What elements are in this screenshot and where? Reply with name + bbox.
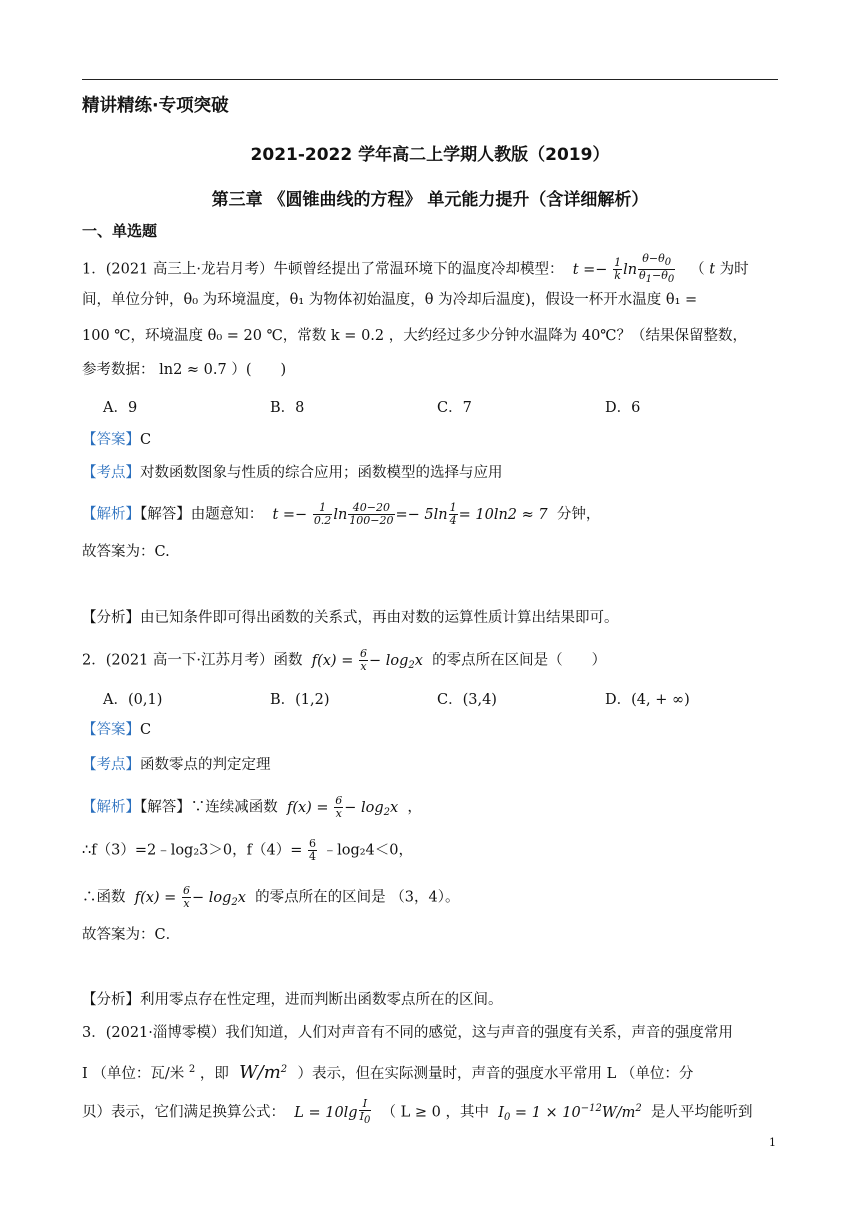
q1-option-a: A．9 xyxy=(103,400,138,416)
q1-line-1: 1．(2021 高三上·龙岩月考）牛顿曾经提出了常温环境下的温度冷却模型： t =− $\frac{1}{k}$ ln $\frac{\theta-\theta 0}{\theta 1-\theta 0}$ （ t 为时 xyxy=(82,252,749,285)
q1-line-2: 间，单位分钟，θ₀ 为环境温度，θ₁ 为物体初始温度，θ 为冷却后温度)，假设一杯开水温度 θ₁ = xyxy=(82,292,698,308)
header-label: 精讲精练·专项突破 xyxy=(82,96,229,116)
q1-analysis: 【解析】【解答】由题意知： t =− $\frac{1}{0.2}$ ln $\frac{40-20}{100-20}$ =− 5ln $\frac{1}{4}$ = 10ln2 ≈ 7 分钟， xyxy=(82,501,601,527)
q1-option-c: C．7 xyxy=(437,400,472,416)
title-line-2: 第三章 《圆锥曲线的方程》 单元能力提升（含详细解析） xyxy=(211,190,649,210)
q2-summary: 【分析】利用零点存在性定理，进而判断出函数零点所在的区间。 xyxy=(82,992,503,1008)
q2-analysis: 【解析】【解答】∵连续减函数 f(x) = $\frac{6}{x}$ − $\log_2x$ ， xyxy=(82,794,422,820)
q2-step-1: ∴f（3）=2﹣log₂3＞0，f（4）= $\frac{6}{4}$ ﹣log₂4＜0， xyxy=(82,837,413,863)
q2-fraction-6-4: $\frac{6}{4}$ xyxy=(308,837,316,863)
page-number: 1 xyxy=(769,1136,776,1149)
q1-line-3: 100 ℃，环境温度 θ₀ = 20 ℃，常数 k = 0.2 ，大约经过多少分钟水温降为 40℃？（结果保留整数， xyxy=(82,328,748,344)
q1-line-4: 参考数据： ln2 ≈ 0.7 ）( ) xyxy=(82,362,287,378)
q2-function-formula: f(x) = $\frac{6}{x}$ − $\log_2x$ xyxy=(307,647,428,673)
q3-reference-formula: $I_0 = 1 \times 10^{-12}W/m^2$ xyxy=(493,1102,642,1123)
title-line-1: 2021-2022 学年高二上学期人教版（2019） xyxy=(250,145,610,165)
section-heading: 一、单选题 xyxy=(82,222,158,240)
q1-option-d: D．6 xyxy=(605,400,641,416)
q2-option-d: D．(4, + ∞) xyxy=(605,692,690,708)
q2-option-c: C．(3,4) xyxy=(437,692,497,708)
q1-solution-formula: t =− $\frac{1}{0.2}$ ln $\frac{40-20}{100-20}$ =− 5ln $\frac{1}{4}$ = 10ln2 ≈ 7 xyxy=(267,501,553,527)
q1-summary: 【分析】由已知条件即可得出函数的关系式，再由对数的运算性质计算出结果即可。 xyxy=(82,610,619,626)
q1-knowledge-point: 【考点】对数函数图象与性质的综合应用；函数模型的选择与应用 xyxy=(82,465,503,481)
q3-conversion-formula: L = 10lg $\frac{I}{I0}$ xyxy=(289,1097,371,1126)
q2-conclusion: 故答案为：C． xyxy=(82,927,181,943)
q2-analysis-formula: f(x) = $\frac{6}{x}$ − $\log_2x$ xyxy=(282,794,403,820)
q1-answer: 【答案】C xyxy=(82,432,152,448)
q2-answer: 【答案】C xyxy=(82,722,152,738)
header-rule xyxy=(82,79,778,80)
q3-unit-formula: $W/m^2$ xyxy=(233,1062,288,1083)
q3-line-2: I （单位：瓦/米 $^2$ ，即 $W/m^2$ ）表示，但在实际测量时，声音的强度水平常用 L （单位：分 xyxy=(82,1062,694,1083)
q2-knowledge-point: 【考点】函数零点的判定定理 xyxy=(82,757,271,773)
q1-conclusion: 故答案为：C. xyxy=(82,544,170,560)
q2-line-1: 2．(2021 高一下·江苏月考）函数 f(x) = $\frac{6}{x}$ − $\log_2x$ 的零点所在区间是（ ） xyxy=(82,647,607,673)
q1-formula: t =− $\frac{1}{k}$ ln $\frac{\theta-\theta 0}{\theta 1-\theta 0}$ xyxy=(568,252,675,285)
q3-line-3: 贝）表示，它们满足换算公式： L = 10lg $\frac{I}{I0}$ （ L ≥ 0 ，其中 $I_0 = 1 \times 10^{-12}W/m^2$ 是人平均能听到 xyxy=(82,1097,753,1126)
q2-option-b: B．(1,2) xyxy=(270,692,330,708)
q3-line-1: 3．(2021·淄博零模）我们知道，人们对声音有不同的感觉，这与声音的强度有关系，声音的强度常用 xyxy=(82,1025,733,1041)
q2-step-formula: f(x) = $\frac{6}{x}$ − $\log_2x$ xyxy=(130,884,251,910)
q2-step-2: ∴函数 f(x) = $\frac{6}{x}$ − $\log_2x$ 的零点所在的区间是 （3，4）。 xyxy=(82,884,460,910)
q2-option-a: A．(0,1) xyxy=(103,692,163,708)
q1-option-b: B．8 xyxy=(270,400,305,416)
